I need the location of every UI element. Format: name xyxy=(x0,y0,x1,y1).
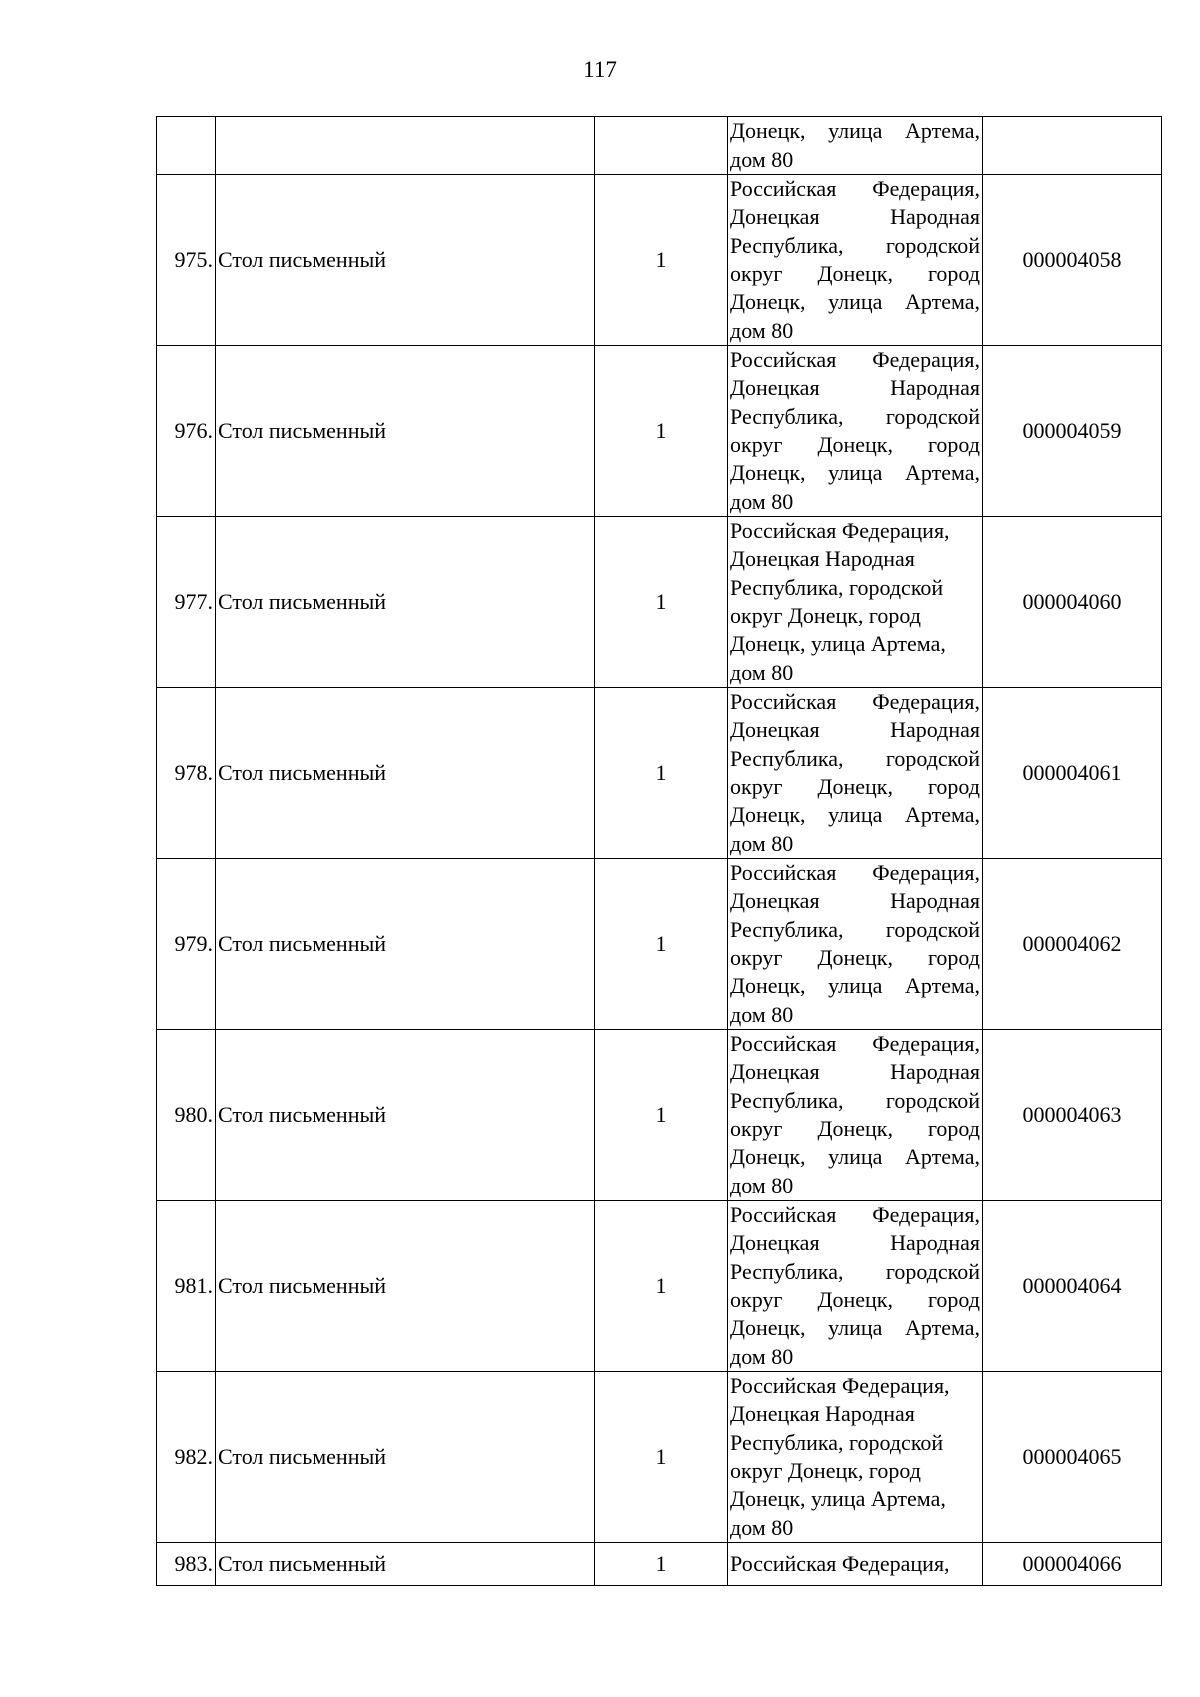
quantity-cell: 1 xyxy=(595,346,728,517)
row-number-cell: 980. xyxy=(157,1030,216,1201)
table-row xyxy=(157,175,1162,346)
inventory-number-cell: 000004058 xyxy=(983,175,1162,346)
item-name-cell: Стол письменный xyxy=(216,517,595,688)
row-number-cell: 976. xyxy=(157,346,216,517)
row-number-cell: 982. xyxy=(157,1372,216,1543)
inventory-number-cell: 000004060 xyxy=(983,517,1162,688)
inventory-number-cell: 000004064 xyxy=(983,1201,1162,1372)
row-number-cell: 983. xyxy=(157,1543,216,1586)
item-name-cell: Стол письменный xyxy=(216,688,595,859)
address-cell: Российская Федерация, Донецкая Народная Республика, городской округ Донецк, город Донецк, улица Артема, дом 80 xyxy=(728,688,983,859)
item-name-cell: Стол письменный xyxy=(216,1030,595,1201)
item-name-cell: Стол письменный xyxy=(216,1372,595,1543)
row-number-cell: 977. xyxy=(157,517,216,688)
table-row xyxy=(157,859,1162,1030)
inventory-number-cell xyxy=(983,117,1162,175)
item-name-cell: Стол письменный xyxy=(216,1201,595,1372)
item-name-cell: Стол письменный xyxy=(216,175,595,346)
item-name-cell: Стол письменный xyxy=(216,346,595,517)
inventory-number-cell: 000004061 xyxy=(983,688,1162,859)
inventory-number-cell: 000004065 xyxy=(983,1372,1162,1543)
quantity-cell: 1 xyxy=(595,1372,728,1543)
item-name-cell: Стол письменный xyxy=(216,859,595,1030)
quantity-cell xyxy=(595,117,728,175)
table-row xyxy=(157,517,1162,688)
address-cell: Российская Федерация, Донецкая Народная Республика, городской округ Донецк, город Донецк, улица Артема, дом 80 xyxy=(728,1201,983,1372)
inventory-table-body xyxy=(157,117,1162,1586)
quantity-cell: 1 xyxy=(595,1030,728,1201)
inventory-number-cell: 000004059 xyxy=(983,346,1162,517)
inventory-number-cell: 000004066 xyxy=(983,1543,1162,1586)
table-row xyxy=(157,688,1162,859)
inventory-number-cell: 000004063 xyxy=(983,1030,1162,1201)
item-name-cell xyxy=(216,117,595,175)
row-number-cell: 981. xyxy=(157,1201,216,1372)
table-row-continued xyxy=(157,117,1162,175)
row-number-cell: 975. xyxy=(157,175,216,346)
table-row xyxy=(157,1030,1162,1201)
address-cell: Российская Федерация, Донецкая Народная Республика, городской округ Донецк, город Донецк, улица Артема, дом 80 xyxy=(728,859,983,1030)
inventory-table xyxy=(156,116,1162,1586)
quantity-cell: 1 xyxy=(595,1201,728,1372)
address-cell: Российская Федерация, xyxy=(728,1543,983,1586)
table-row xyxy=(157,1543,1162,1586)
address-cell: Российская Федерация, Донецкая Народная Республика, городской округ Донецк, город Донецк, улица Артема, дом 80 xyxy=(728,1030,983,1201)
quantity-cell: 1 xyxy=(595,1543,728,1586)
quantity-cell: 1 xyxy=(595,688,728,859)
inventory-number-cell: 000004062 xyxy=(983,859,1162,1030)
row-number-cell: 978. xyxy=(157,688,216,859)
address-cell: Российская Федерация, Донецкая Народная Республика, городской округ Донецк, город Донецк, улица Артема, дом 80 xyxy=(728,175,983,346)
address-cell: Донецк, улица Артема, дом 80 xyxy=(728,117,983,175)
address-cell: Российская Федерация, Донецкая Народная Республика, городской округ Донецк, город Донецк, улица Артема, дом 80 xyxy=(728,1372,983,1543)
table-row xyxy=(157,1201,1162,1372)
quantity-cell: 1 xyxy=(595,517,728,688)
address-cell: Российская Федерация, Донецкая Народная Республика, городской округ Донецк, город Донецк, улица Артема, дом 80 xyxy=(728,517,983,688)
address-cell: Российская Федерация, Донецкая Народная Республика, городской округ Донецк, город Донецк, улица Артема, дом 80 xyxy=(728,346,983,517)
row-number-cell: 979. xyxy=(157,859,216,1030)
table-row xyxy=(157,1372,1162,1543)
page-number: 117 xyxy=(583,57,617,82)
row-number-cell xyxy=(157,117,216,175)
item-name-cell: Стол письменный xyxy=(216,1543,595,1586)
table-row xyxy=(157,346,1162,517)
quantity-cell: 1 xyxy=(595,859,728,1030)
quantity-cell: 1 xyxy=(595,175,728,346)
